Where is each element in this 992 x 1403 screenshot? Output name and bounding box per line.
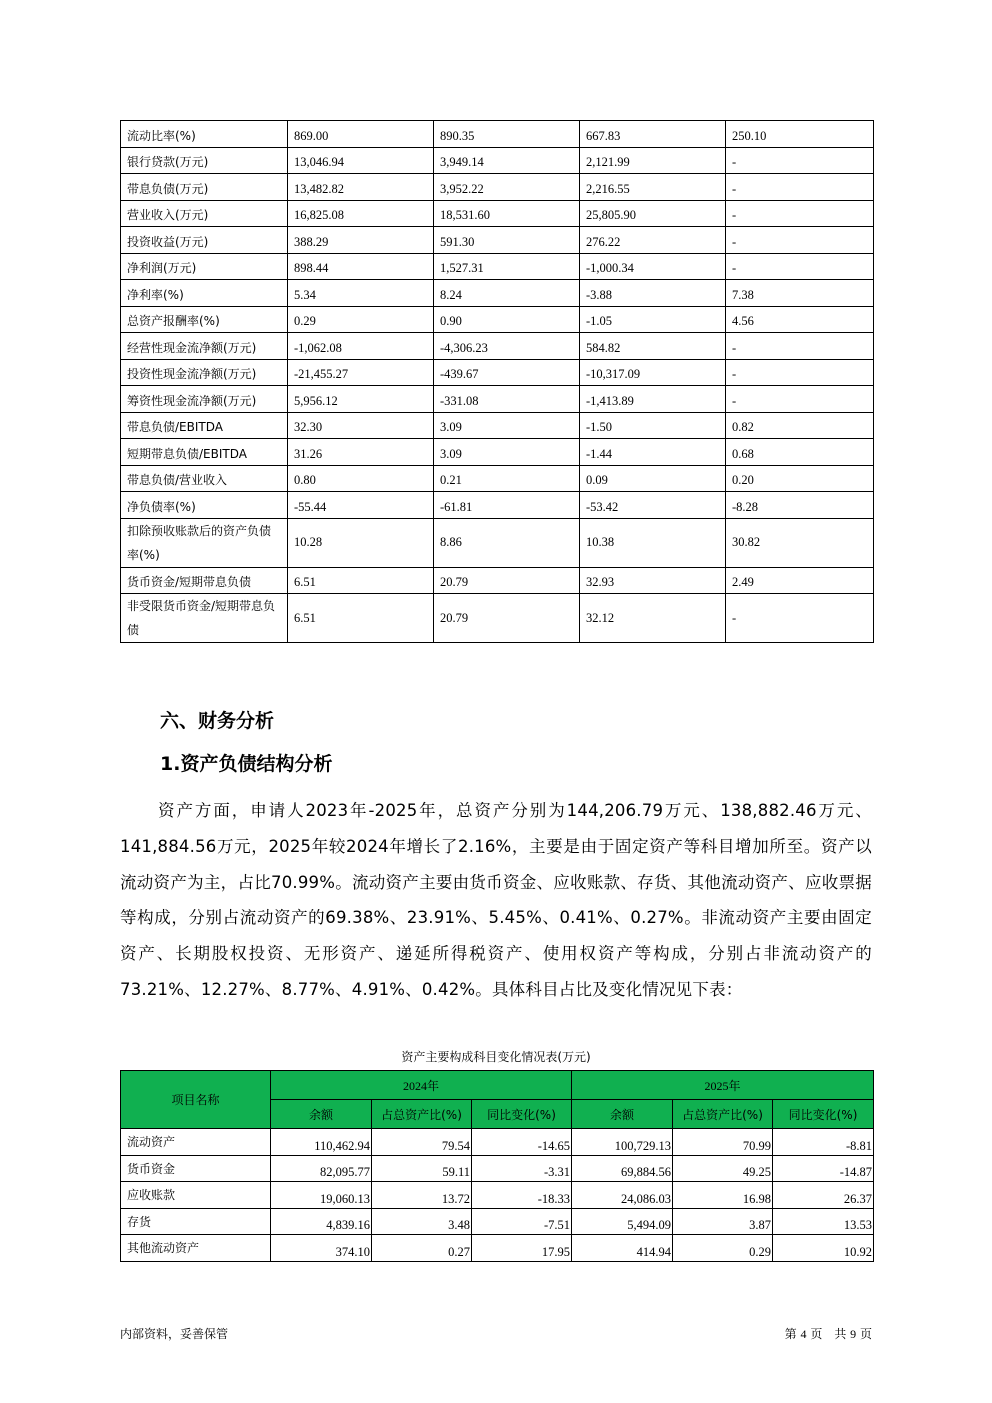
ratio-value: -1.50 bbox=[580, 412, 726, 439]
ratio-value: 667.83 bbox=[580, 121, 726, 148]
asset-value: 17.95 bbox=[472, 1235, 572, 1262]
asset-row bbox=[121, 1129, 874, 1156]
ratio-row bbox=[121, 280, 874, 307]
ratio-value: 10.28 bbox=[288, 518, 434, 567]
ratio-value: - bbox=[726, 253, 874, 280]
ratio-row bbox=[121, 200, 874, 227]
ratio-value: 32.93 bbox=[580, 567, 726, 594]
ratio-value: 2.49 bbox=[726, 567, 874, 594]
ratio-value: 3,949.14 bbox=[434, 147, 580, 174]
ratio-label: 非受限货币资金/短期带息负债 bbox=[121, 594, 288, 643]
ratio-value: 2,121.99 bbox=[580, 147, 726, 174]
ratio-value: -10,317.09 bbox=[580, 359, 726, 386]
ratio-value: 8.24 bbox=[434, 280, 580, 307]
asset-value: 414.94 bbox=[572, 1235, 673, 1262]
section-title: 六、财务分析 bbox=[160, 710, 275, 732]
ratio-row bbox=[121, 174, 874, 201]
ratio-value: 276.22 bbox=[580, 227, 726, 254]
ratio-value: 3.09 bbox=[434, 439, 580, 466]
ratio-value: - bbox=[726, 386, 874, 413]
ratio-value: 16,825.08 bbox=[288, 200, 434, 227]
ratio-row bbox=[121, 386, 874, 413]
page-prefix: 第 bbox=[784, 1327, 797, 1341]
ratio-value: 3,952.22 bbox=[434, 174, 580, 201]
asset-value: 0.27 bbox=[372, 1235, 472, 1262]
asset-value: 79.54 bbox=[372, 1129, 472, 1156]
ratio-row bbox=[121, 518, 874, 567]
ratio-value: 6.51 bbox=[288, 567, 434, 594]
asset-table-caption: 资产主要构成科目变化情况表(万元) bbox=[401, 1050, 591, 1064]
balance-header-2024: 余额 bbox=[271, 1100, 372, 1129]
ratio-value: -61.81 bbox=[434, 492, 580, 519]
asset-value: 24,086.03 bbox=[572, 1182, 673, 1209]
ratio-label: 筹资性现金流净额(万元) bbox=[121, 386, 288, 413]
ratio-label: 净利率(%) bbox=[121, 280, 288, 307]
ratio-value: 5.34 bbox=[288, 280, 434, 307]
year-2024-header: 2024年 bbox=[271, 1071, 572, 1100]
asset-value: 3.87 bbox=[673, 1208, 773, 1235]
asset-item-name: 流动资产 bbox=[121, 1129, 271, 1156]
ratio-value: -1.44 bbox=[580, 439, 726, 466]
asset-value: 13.53 bbox=[773, 1208, 874, 1235]
ratio-value: -21,455.27 bbox=[288, 359, 434, 386]
ratio-value: 584.82 bbox=[580, 333, 726, 360]
yoy-header-2024: 同比变化(%) bbox=[472, 1100, 572, 1129]
ratio-label: 投资性现金流净额(万元) bbox=[121, 359, 288, 386]
asset-value: 13.72 bbox=[372, 1182, 472, 1209]
asset-value: 4,839.16 bbox=[271, 1208, 372, 1235]
ratio-value: 25,805.90 bbox=[580, 200, 726, 227]
ratio-value: 0.82 bbox=[726, 412, 874, 439]
ratio-value: 13,482.82 bbox=[288, 174, 434, 201]
ratio-row bbox=[121, 492, 874, 519]
ratio-value: 0.80 bbox=[288, 465, 434, 492]
ratio-value: 13,046.94 bbox=[288, 147, 434, 174]
asset-value: -14.87 bbox=[773, 1155, 874, 1182]
page-no: 4 bbox=[800, 1327, 807, 1341]
ratio-value: -3.88 bbox=[580, 280, 726, 307]
ratio-value: 2,216.55 bbox=[580, 174, 726, 201]
ratio-value: 31.26 bbox=[288, 439, 434, 466]
ratio-value: 32.30 bbox=[288, 412, 434, 439]
ratio-row bbox=[121, 412, 874, 439]
ratio-value: -8.28 bbox=[726, 492, 874, 519]
ratio-value: 8.86 bbox=[434, 518, 580, 567]
ratio-value: - bbox=[726, 200, 874, 227]
ratio-value: -1.05 bbox=[580, 306, 726, 333]
ratio-value: - bbox=[726, 359, 874, 386]
ratio-value: 5,956.12 bbox=[288, 386, 434, 413]
ratio-value: 30.82 bbox=[726, 518, 874, 567]
ratio-label: 扣除预收账款后的资产负债率(%) bbox=[121, 518, 288, 567]
asset-value: -7.51 bbox=[472, 1208, 572, 1235]
asset-value: -8.81 bbox=[773, 1129, 874, 1156]
ratio-row bbox=[121, 333, 874, 360]
ratio-row bbox=[121, 147, 874, 174]
ratio-value: 10.38 bbox=[580, 518, 726, 567]
share-header-2024: 占总资产比(%) bbox=[372, 1100, 472, 1129]
ratio-value: 32.12 bbox=[580, 594, 726, 643]
ratio-value: 3.09 bbox=[434, 412, 580, 439]
ratio-value: 0.09 bbox=[580, 465, 726, 492]
ratio-row bbox=[121, 306, 874, 333]
ratio-value: 0.90 bbox=[434, 306, 580, 333]
ratio-row bbox=[121, 121, 874, 148]
asset-value: 0.29 bbox=[673, 1235, 773, 1262]
ratio-value: 18,531.60 bbox=[434, 200, 580, 227]
asset-value: -3.31 bbox=[472, 1155, 572, 1182]
asset-row bbox=[121, 1208, 874, 1235]
asset-value: -18.33 bbox=[472, 1182, 572, 1209]
ratio-value: - bbox=[726, 147, 874, 174]
ratio-value: 0.68 bbox=[726, 439, 874, 466]
ratio-value: -1,413.89 bbox=[580, 386, 726, 413]
asset-value: 19,060.13 bbox=[271, 1182, 372, 1209]
item-name-header: 项目名称 bbox=[121, 1071, 271, 1129]
asset-item-name: 应收账款 bbox=[121, 1182, 271, 1209]
ratio-value: 898.44 bbox=[288, 253, 434, 280]
page-mid: 页 共 bbox=[810, 1327, 847, 1341]
year-2025-header: 2025年 bbox=[572, 1071, 874, 1100]
asset-table-header-row bbox=[121, 1071, 874, 1100]
financial-ratio-table bbox=[120, 120, 874, 643]
asset-analysis-paragraph: 资产方面，申请人2023年-2025年，总资产分别为144,206.79万元、138,882.46万元、141,884.56万元，2025年较2024年增长了2.16%，主要是由于固定资产等科目增加所至。资产以流动资产为主，占比70.99%。流动资产主要由货币资金、应收账款、存货、其他流动资产、应收票据等构成，分别占流动资产的69.38%、23.91%、5.45%、0.41%、0.27%。非流动资产主要由固定资产、长期股权投资、无形资产、递延所得税资产、使用权资产等构成，分别占非流动资产的73.21%、12.27%、8.77%、4.91%、0.42%。具体科目占比及变化情况见下表： bbox=[120, 801, 872, 999]
ratio-row bbox=[121, 253, 874, 280]
ratio-value: -53.42 bbox=[580, 492, 726, 519]
ratio-label: 净负债率(%) bbox=[121, 492, 288, 519]
ratio-label: 带息负债(万元) bbox=[121, 174, 288, 201]
ratio-row bbox=[121, 567, 874, 594]
ratio-value: 869.00 bbox=[288, 121, 434, 148]
asset-row bbox=[121, 1235, 874, 1262]
ratio-value: 591.30 bbox=[434, 227, 580, 254]
ratio-label: 净利润(万元) bbox=[121, 253, 288, 280]
ratio-value: 4.56 bbox=[726, 306, 874, 333]
yoy-header-2025: 同比变化(%) bbox=[773, 1100, 874, 1129]
asset-value: 3.48 bbox=[372, 1208, 472, 1235]
asset-value: 5,494.09 bbox=[572, 1208, 673, 1235]
subsection-title: 1.资产负债结构分析 bbox=[160, 753, 333, 775]
ratio-value: - bbox=[726, 594, 874, 643]
ratio-value: -55.44 bbox=[288, 492, 434, 519]
ratio-value: -439.67 bbox=[434, 359, 580, 386]
balance-header-2025: 余额 bbox=[572, 1100, 673, 1129]
ratio-value: 1,527.31 bbox=[434, 253, 580, 280]
ratio-label: 经营性现金流净额(万元) bbox=[121, 333, 288, 360]
ratio-value: 20.79 bbox=[434, 594, 580, 643]
ratio-row bbox=[121, 465, 874, 492]
ratio-label: 营业收入(万元) bbox=[121, 200, 288, 227]
ratio-value: 20.79 bbox=[434, 567, 580, 594]
ratio-value: 250.10 bbox=[726, 121, 874, 148]
ratio-label: 总资产报酬率(%) bbox=[121, 306, 288, 333]
ratio-value: 0.21 bbox=[434, 465, 580, 492]
ratio-value: -1,000.34 bbox=[580, 253, 726, 280]
page-suffix: 页 bbox=[859, 1327, 872, 1341]
ratio-value: -1,062.08 bbox=[288, 333, 434, 360]
asset-value: 100,729.13 bbox=[572, 1129, 673, 1156]
ratio-row bbox=[121, 439, 874, 466]
ratio-label: 带息负债/营业收入 bbox=[121, 465, 288, 492]
ratio-row bbox=[121, 594, 874, 643]
share-header-2025: 占总资产比(%) bbox=[673, 1100, 773, 1129]
asset-value: 110,462.94 bbox=[271, 1129, 372, 1156]
ratio-row bbox=[121, 227, 874, 254]
ratio-label: 短期带息负债/EBITDA bbox=[121, 439, 288, 466]
ratio-value: 6.51 bbox=[288, 594, 434, 643]
asset-value: 10.92 bbox=[773, 1235, 874, 1262]
ratio-value: - bbox=[726, 174, 874, 201]
asset-value: -14.65 bbox=[472, 1129, 572, 1156]
ratio-value: 0.29 bbox=[288, 306, 434, 333]
asset-item-name: 货币资金 bbox=[121, 1155, 271, 1182]
asset-value: 49.25 bbox=[673, 1155, 773, 1182]
ratio-value: 890.35 bbox=[434, 121, 580, 148]
ratio-label: 货币资金/短期带息负债 bbox=[121, 567, 288, 594]
ratio-value: -4,306.23 bbox=[434, 333, 580, 360]
asset-value: 69,884.56 bbox=[572, 1155, 673, 1182]
asset-value: 82,095.77 bbox=[271, 1155, 372, 1182]
asset-item-name: 其他流动资产 bbox=[121, 1235, 271, 1262]
asset-value: 374.10 bbox=[271, 1235, 372, 1262]
asset-composition-table bbox=[120, 1070, 874, 1262]
ratio-row bbox=[121, 359, 874, 386]
asset-row bbox=[121, 1155, 874, 1182]
ratio-value: 388.29 bbox=[288, 227, 434, 254]
asset-value: 59.11 bbox=[372, 1155, 472, 1182]
page-total: 9 bbox=[850, 1327, 857, 1341]
ratio-value: 7.38 bbox=[726, 280, 874, 307]
ratio-label: 银行贷款(万元) bbox=[121, 147, 288, 174]
asset-item-name: 存货 bbox=[121, 1208, 271, 1235]
asset-value: 16.98 bbox=[673, 1182, 773, 1209]
asset-value: 26.37 bbox=[773, 1182, 874, 1209]
ratio-label: 流动比率(%) bbox=[121, 121, 288, 148]
footer-page-number bbox=[785, 1325, 872, 1342]
ratio-value: - bbox=[726, 333, 874, 360]
ratio-value: 0.20 bbox=[726, 465, 874, 492]
ratio-value: -331.08 bbox=[434, 386, 580, 413]
asset-value: 70.99 bbox=[673, 1129, 773, 1156]
asset-row bbox=[121, 1182, 874, 1209]
ratio-label: 投资收益(万元) bbox=[121, 227, 288, 254]
ratio-value: - bbox=[726, 227, 874, 254]
footer-confidential-note: 内部资料，妥善保管 bbox=[120, 1327, 229, 1341]
ratio-label: 带息负债/EBITDA bbox=[121, 412, 288, 439]
